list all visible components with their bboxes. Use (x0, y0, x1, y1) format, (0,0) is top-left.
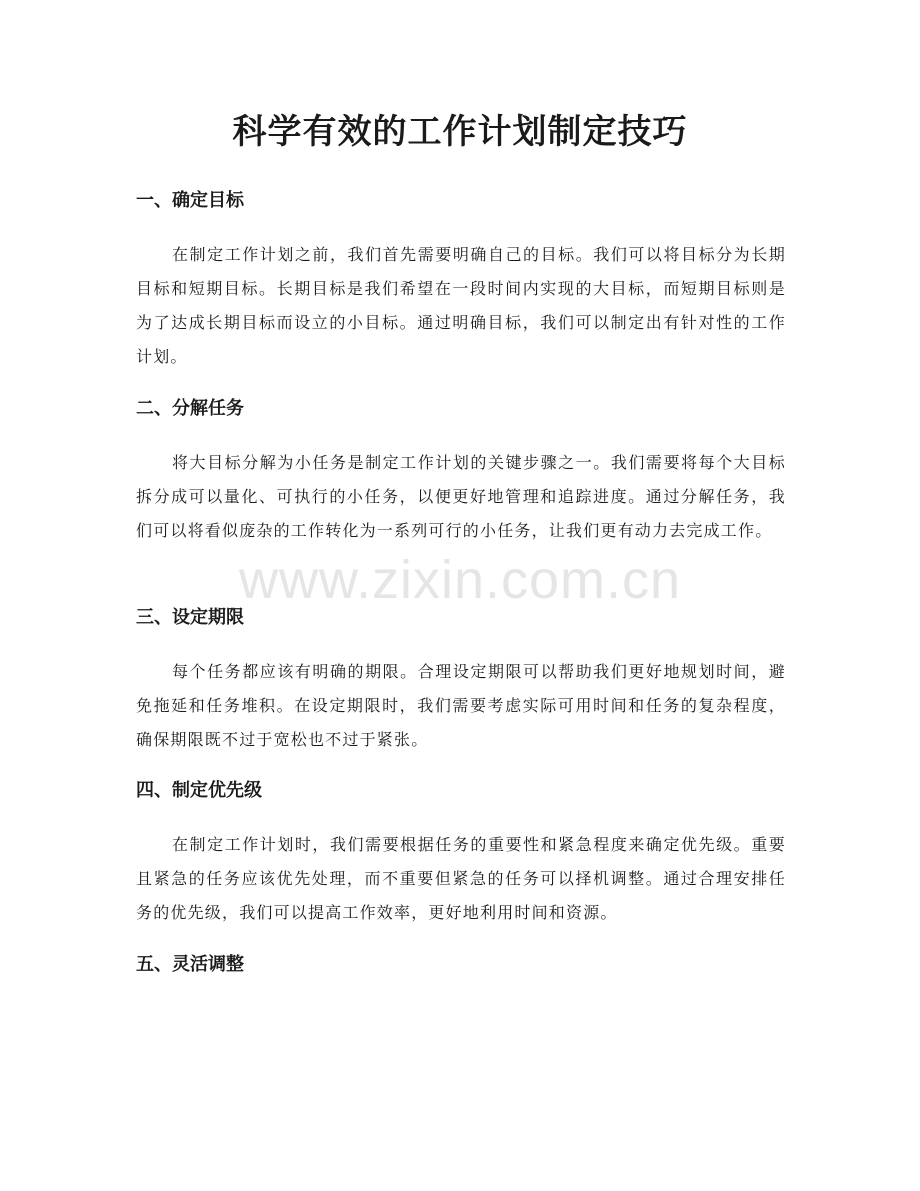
section-heading: 二、分解任务 (136, 398, 244, 419)
section-paragraph: 将大目标分解为小任务是制定工作计划的关键步骤之一。我们需要将每个大目标拆分成可以量化、可执行的小任务，以便更好地管理和追踪进度。通过分解任务，我们可以将看似庞杂的工作转化为一系列可行的小任务，让我们更有动力去完成工作。 (136, 453, 786, 540)
section-tasks (136, 396, 786, 548)
section-heading: 一、确定目标 (136, 190, 244, 211)
section-adjust (136, 952, 786, 978)
section-heading: 四、制定优先级 (136, 780, 262, 801)
page-title: 科学有效的工作计划制定技巧 (232, 112, 688, 152)
section-heading: 五、灵活调整 (136, 954, 244, 975)
section-paragraph: 在制定工作计划时，我们需要根据任务的重要性和紧急程度来确定优先级。重要且紧急的任务应该优先处理，而不重要但紧急的任务可以择机调整。通过合理安排任务的优先级，我们可以提高工作效率，更好地利用时间和资源。 (136, 835, 786, 922)
section-deadlines (136, 605, 786, 757)
watermark: www.zixin.com.cn (238, 550, 682, 610)
section-heading: 三、设定期限 (136, 607, 244, 628)
section-goals (136, 188, 786, 374)
section-paragraph: 每个任务都应该有明确的期限。合理设定期限可以帮助我们更好地规划时间，避免拖延和任务堆积。在设定期限时，我们需要考虑实际可用时间和任务的复杂程度，确保期限既不过于宽松也不过于紧张。 (136, 662, 786, 749)
section-paragraph: 在制定工作计划之前，我们首先需要明确自己的目标。我们可以将目标分为长期目标和短期目标。长期目标是我们希望在一段时间内实现的大目标，而短期目标则是为了达成长期目标而设立的小目标。通过明确目标，我们可以制定出有针对性的工作计划。 (136, 245, 786, 366)
section-priority (136, 778, 786, 930)
